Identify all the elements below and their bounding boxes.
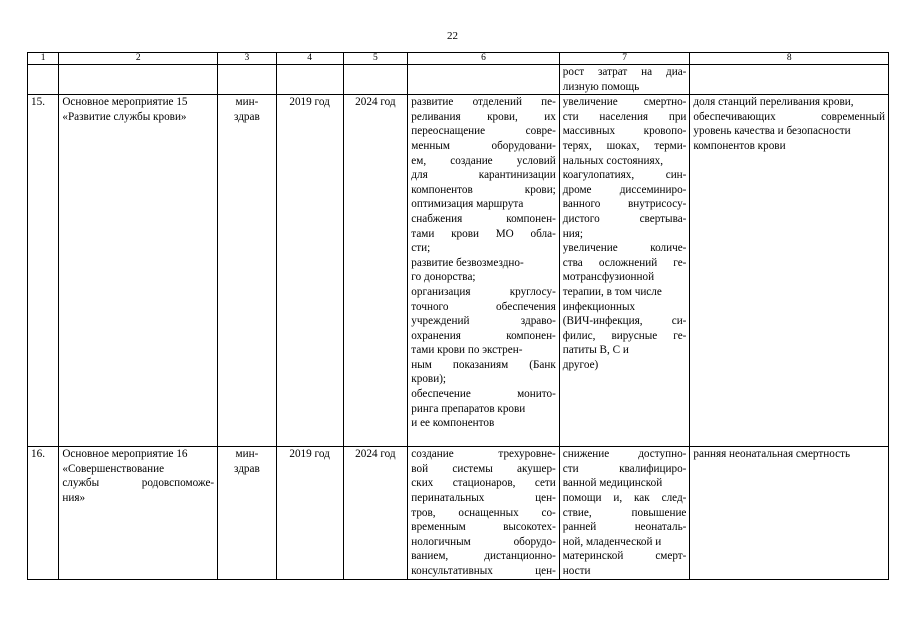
empty-cell xyxy=(690,65,889,95)
text-line: го донорства; xyxy=(411,271,476,284)
text-line: обеспечивающих современный xyxy=(693,110,885,123)
text-line: ранняя неонатальная смертность xyxy=(693,448,851,461)
text-line: массивных кровопо- xyxy=(562,125,687,138)
page-number: 22 xyxy=(447,30,458,42)
empty-cell xyxy=(28,65,59,95)
text-line: ских стационаров, сети xyxy=(411,477,556,490)
text-line: ной, младенческой и xyxy=(562,535,662,548)
end-year-cell: 2024 год xyxy=(343,95,408,447)
indicator-cell xyxy=(690,447,889,579)
start-year-cell: 2019 год xyxy=(276,95,343,447)
column-number: 5 xyxy=(343,53,408,65)
text-line: снижение доступно- xyxy=(562,448,687,461)
text-line: ранней неонаталь- xyxy=(562,521,687,534)
text-line: мин- xyxy=(235,448,259,461)
text-line: вой системы акушер- xyxy=(411,462,556,475)
text-line: и ее компонентов xyxy=(411,417,495,430)
text-line: точного обеспечения xyxy=(411,300,556,313)
text-line: развитие отделений пе- xyxy=(411,96,556,109)
results-cell xyxy=(408,447,560,579)
consequences-cell xyxy=(559,95,690,447)
text-line: сти квалифициро- xyxy=(562,462,687,475)
event-cell xyxy=(59,447,218,579)
text-line: другое) xyxy=(562,358,599,371)
text-line: патиты В, С и xyxy=(562,344,629,357)
table-row xyxy=(28,447,889,579)
text-line: инфекционных xyxy=(562,300,636,313)
column-number: 1 xyxy=(28,53,59,65)
text-line: реливания крови, их xyxy=(411,110,556,123)
text-line: ным показаниям (Банк xyxy=(411,358,556,371)
text-line: учреждений здраво- xyxy=(411,315,556,328)
text-line: ния» xyxy=(62,491,86,504)
text-line: лизную помощь xyxy=(562,80,640,93)
text-line: ринга препаратов крови xyxy=(411,402,526,415)
row-number: 16. xyxy=(28,447,59,579)
text-line: ствие, повышение xyxy=(562,506,687,519)
column-number: 8 xyxy=(690,53,889,65)
text-line: ния; xyxy=(562,227,584,240)
column-number-row xyxy=(28,53,889,65)
text-line: тров, оснащенных со- xyxy=(411,506,556,519)
text-line: сти; xyxy=(411,242,431,255)
text-line: развитие безвозмездно- xyxy=(411,256,524,269)
text-line: компонентов крови; xyxy=(411,183,556,196)
executor-cell xyxy=(218,447,277,579)
results-cell xyxy=(408,95,560,447)
consequences-cell xyxy=(559,65,690,95)
text-line: терапии, в том числе xyxy=(562,285,662,298)
program-table xyxy=(27,52,889,580)
text-line: нологичным оборудо- xyxy=(411,535,556,548)
text-line: материнской смерт- xyxy=(562,550,687,563)
text-line: мотрансфузионной xyxy=(562,271,655,284)
text-line: ем, создание условий xyxy=(411,154,556,167)
text-line: (ВИЧ-инфекция, си- xyxy=(562,315,687,328)
column-number: 7 xyxy=(559,53,690,65)
text-line: обеспечение монито- xyxy=(411,388,556,401)
text-line: помощи и, как след- xyxy=(562,491,687,504)
column-number: 4 xyxy=(276,53,343,65)
text-line: уровень качества и безопасности xyxy=(693,125,851,138)
text-line: «Совершенствование xyxy=(62,462,165,475)
text-line: охранения компонен- xyxy=(411,329,556,342)
text-line: ванной медицинской xyxy=(562,477,663,490)
column-number: 2 xyxy=(59,53,218,65)
text-line: «Развитие службы крови» xyxy=(62,110,187,123)
text-line: переоснащение совре- xyxy=(411,125,556,138)
text-line: ванного внутрисосу- xyxy=(562,198,687,211)
text-line: дистого свертыва- xyxy=(562,212,687,225)
column-number: 3 xyxy=(218,53,277,65)
text-line: оптимизация маршрута xyxy=(411,198,524,211)
column-number: 6 xyxy=(408,53,560,65)
text-line: крови); xyxy=(411,373,447,386)
empty-cell xyxy=(218,65,277,95)
text-line: здрав xyxy=(234,462,260,475)
consequences-cell xyxy=(559,447,690,579)
text-line: здрав xyxy=(234,110,260,123)
text-line: сти населения при xyxy=(562,110,687,123)
start-year-cell: 2019 год xyxy=(276,447,343,579)
text-line: для карантинизации xyxy=(411,169,556,182)
text-line: филис, вирусные ге- xyxy=(562,329,687,342)
text-line: дроме диссеминиро- xyxy=(562,183,687,196)
empty-cell xyxy=(343,65,408,95)
text-line: тами крови по экстрен- xyxy=(411,344,523,357)
text-line: службы родовспоможе- xyxy=(62,477,215,490)
text-line: компонентов крови xyxy=(693,139,786,152)
text-line: перинатальных цен- xyxy=(411,491,556,504)
text-line: коагулопатиях, син- xyxy=(562,169,687,182)
text-line: мин- xyxy=(235,96,259,109)
text-line: увеличение количе- xyxy=(562,242,687,255)
continued-row xyxy=(28,65,889,95)
text-line: организация круглосу- xyxy=(411,285,556,298)
text-line: ства осложнений ге- xyxy=(562,256,687,269)
empty-cell xyxy=(59,65,218,95)
event-cell xyxy=(59,95,218,447)
text-line: временным высокотех- xyxy=(411,521,556,534)
table-row xyxy=(28,95,889,447)
empty-cell xyxy=(276,65,343,95)
text-line: терях, шоках, терми- xyxy=(562,139,687,152)
end-year-cell: 2024 год xyxy=(343,447,408,579)
text-line: снабжения компонен- xyxy=(411,212,556,225)
empty-cell xyxy=(408,65,560,95)
row-number: 15. xyxy=(28,95,59,447)
executor-cell xyxy=(218,95,277,447)
indicator-cell xyxy=(690,95,889,447)
text-line: Основное мероприятие 15 xyxy=(62,96,188,109)
text-line: доля станций переливания крови, xyxy=(693,96,854,109)
text-line: тами крови МО обла- xyxy=(411,227,556,240)
text-line: увеличение смертно- xyxy=(562,96,687,109)
text-line: создание трехуровне- xyxy=(411,448,556,461)
text-line: менным оборудовани- xyxy=(411,139,556,152)
text-line: ванием, дистанционно- xyxy=(411,550,556,563)
text-line: ности xyxy=(562,564,591,577)
text-line: нальных состояниях, xyxy=(562,154,664,167)
text-line: Основное мероприятие 16 xyxy=(62,448,188,461)
text-line: консультативных цен- xyxy=(411,564,556,577)
text-line: рост затрат на диа- xyxy=(562,66,687,78)
